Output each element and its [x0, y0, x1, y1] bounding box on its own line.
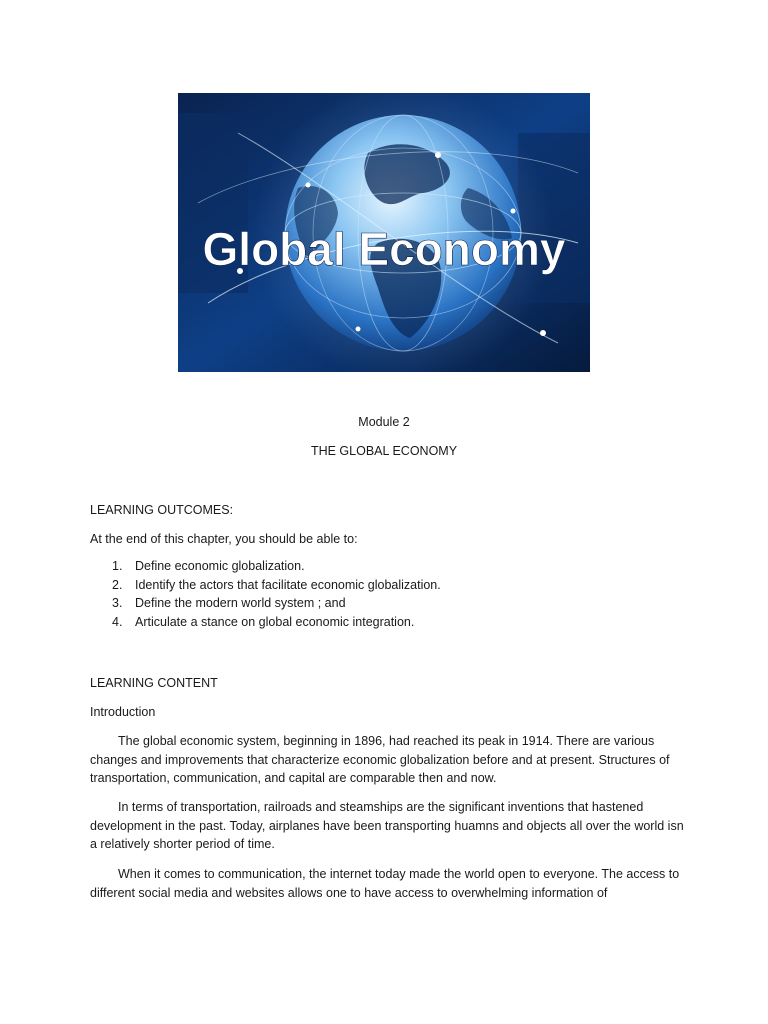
page-title: THE GLOBAL ECONOMY [310, 444, 458, 458]
list-item-text: Articulate a stance on global economic integration. [135, 615, 415, 630]
module-label: Module 2 [358, 415, 410, 429]
network-node [511, 209, 516, 214]
list-item-number: 3. [112, 596, 123, 611]
list-item-text: Identify the actors that facilitate economic globalization. [135, 577, 441, 592]
hero-image [178, 93, 590, 372]
body-paragraph: The global economic system, beginning in 1896, had reached its peak in 1914. There are various changes and improvements that characterize economic globalization before and at present. Structures of transportation, communication, and capital are comparable then and now. [90, 734, 670, 785]
learning-outcomes-intro: At the end of this chapter, you should be able to: [90, 532, 358, 546]
list-item-number: 1. [112, 559, 123, 573]
body-paragraph: When it comes to communication, the internet today made the world open to everyone. The access to different social media and websites allows one to have access to overwhelming information of [90, 867, 680, 900]
body-paragraph: In terms of transportation, railroads and steamships are the significant inventions that hastened development in the past. Today, airplanes have been transporting huamns and objects all over the world isn a relatively shorter period of time. [90, 800, 684, 851]
hero-title: Global Economy [202, 223, 566, 275]
list-item [90, 594, 690, 613]
learning-outcomes-list [90, 557, 690, 632]
network-node [306, 183, 311, 188]
list-item [90, 576, 690, 595]
list-item-text: Define economic globalization. [135, 559, 305, 573]
list-item-number: 4. [112, 615, 123, 630]
list-item [90, 557, 690, 576]
network-node [540, 330, 546, 336]
globe-illustration [178, 93, 590, 372]
introduction-heading: Introduction [90, 705, 156, 719]
list-item-text: Define the modern world system ; and [135, 596, 346, 611]
list-item-number: 2. [112, 577, 123, 592]
network-node [435, 152, 441, 158]
learning-outcomes-heading: LEARNING OUTCOMES: [90, 503, 234, 517]
network-node [356, 327, 361, 332]
learning-content-heading: LEARNING CONTENT [90, 676, 218, 690]
list-item [90, 613, 690, 632]
